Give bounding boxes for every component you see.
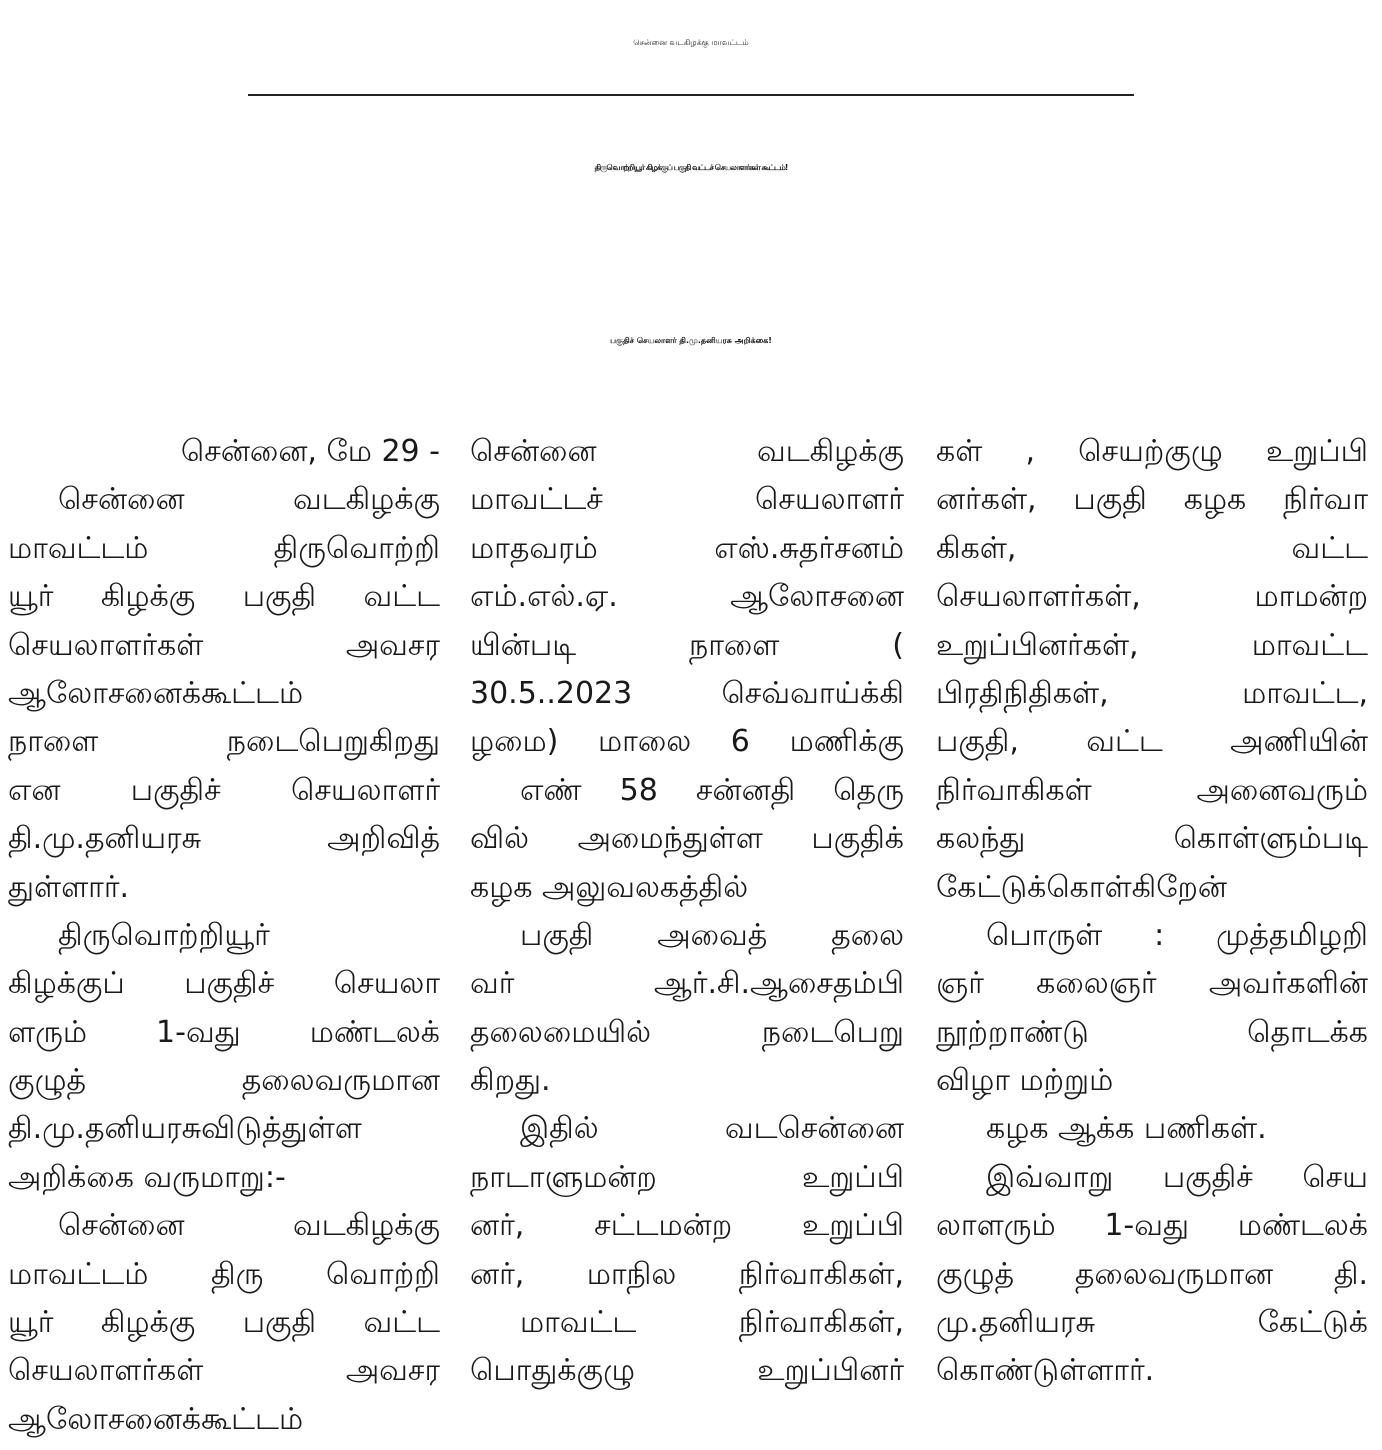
- text-line: எம்.எல்.ஏ. ஆலோசனை: [470, 579, 904, 615]
- text-line: லாளரும் 1-வது மண்டலக்: [936, 1208, 1368, 1244]
- text-line: விழா மற்றும்: [936, 1063, 1114, 1099]
- text-line: னர், மாநில நிர்வாகிகள்,: [470, 1256, 904, 1292]
- section-kicker: சென்னை வடகிழக்கு மாவட்டம்: [633, 38, 749, 47]
- text-line: மாவட்டம் திரு வொற்றி: [8, 1256, 440, 1292]
- text-line: யின்படி நாளை (: [470, 627, 904, 663]
- article-column-2: [470, 428, 904, 1443]
- text-line: தலைமையில் நடைபெறு: [470, 1014, 904, 1050]
- article-column-3: [936, 428, 1368, 1443]
- text-line: பிரதிநிதிகள், மாவட்ட,: [936, 675, 1368, 711]
- article-headline: திருவொற்றியூர் கிழக்குப் பகுதி வட்டச் செயலாளர்கள் கூட்டம்!: [594, 163, 788, 172]
- text-line: துள்ளார்.: [8, 869, 130, 905]
- text-line: என பகுதிச் செயலாளர்: [8, 772, 440, 808]
- text-line: தி.மு.தனியரசு அறிவித்: [8, 821, 440, 857]
- text-line: பொதுக்குழு உறுப்பினர்: [470, 1353, 904, 1389]
- text-line: சென்னை வடகிழக்கு: [470, 434, 904, 469]
- text-line: சென்னை வடகிழக்கு: [58, 482, 440, 518]
- kicker-divider: [248, 94, 1134, 96]
- text-line: மு.தனியரசு கேட்டுக்: [936, 1305, 1368, 1341]
- text-line: சென்னை வடகிழக்கு: [58, 1208, 440, 1244]
- text-line: மாதவரம் எஸ்.சுதர்சனம்: [470, 530, 904, 566]
- text-line: ஆலோசனைக்கூட்டம்: [8, 1401, 304, 1437]
- text-line: னர், சட்டமன்ற உறுப்பி: [470, 1208, 904, 1244]
- text-line: உறுப்பினர்கள், மாவட்ட: [936, 627, 1368, 663]
- text-line: எண் 58 சன்னதி தெரு: [520, 772, 904, 808]
- text-line: மாவட்ட நிர்வாகிகள்,: [520, 1305, 904, 1341]
- text-line: யூர் கிழக்கு பகுதி வட்ட: [8, 579, 440, 615]
- text-line: மாவட்டம் திருவொற்றி: [8, 530, 440, 566]
- text-line: திருவொற்றியூர்: [58, 917, 270, 953]
- text-line: வர் ஆர்.சி.ஆசைதம்பி: [470, 966, 904, 1002]
- text-line: குழுத் தலைவருமான தி.: [936, 1256, 1368, 1292]
- text-line: நாளை நடைபெறுகிறது: [8, 724, 440, 760]
- text-line: பகுதி, வட்ட அணியின்: [936, 724, 1368, 760]
- text-line: கழக அலுவலகத்தில்: [470, 869, 749, 905]
- text-line: கிறது.: [470, 1063, 551, 1099]
- text-line: நூற்றாண்டு தொடக்க: [936, 1014, 1368, 1050]
- text-line: செயலாளர்கள் அவசர: [8, 627, 440, 663]
- text-line: கிகள், வட்ட: [936, 530, 1368, 566]
- text-line: செயலாளர்கள், மாமன்ற: [936, 579, 1368, 615]
- text-line: அறிக்கை வருமாறு:-: [8, 1159, 286, 1195]
- text-line: யூர் கிழக்கு பகுதி வட்ட: [8, 1305, 440, 1341]
- text-line: ஆலோசனைக்கூட்டம்: [8, 675, 304, 711]
- text-line: ளரும் 1-வது மண்டலக்: [8, 1014, 440, 1050]
- text-line: நிர்வாகிகள் அனைவரும்: [936, 772, 1368, 808]
- text-line: கழக ஆக்க பணிகள்.: [986, 1111, 1267, 1147]
- text-line: கேட்டுக்கொள்கிறேன்: [936, 869, 1228, 905]
- text-line: மாவட்டச் செயலாளர்: [470, 482, 904, 518]
- text-line: கிழக்குப் பகுதிச் செயலா: [8, 966, 440, 1002]
- dateline: சென்னை, மே 29 -: [180, 434, 440, 469]
- text-line: நாடாளுமன்ற உறுப்பி: [470, 1159, 904, 1195]
- text-line: பொருள் : முத்தமிழறி: [986, 917, 1368, 953]
- text-line: தி.மு.தனியரசுவிடுத்துள்ள: [8, 1111, 362, 1147]
- text-line: 30.5..2023 செவ்வாய்க்கி: [470, 675, 904, 711]
- text-line: செயலாளர்கள் அவசர: [8, 1353, 440, 1389]
- text-line: கள் , செயற்குழு உறுப்பி: [936, 434, 1368, 469]
- text-line: இதில் வடசென்னை: [520, 1111, 904, 1147]
- text-line: ழமை) மாலை 6 மணிக்கு: [470, 724, 904, 760]
- text-line: இவ்வாறு பகுதிச் செய: [986, 1159, 1368, 1195]
- text-line: கலந்து கொள்ளும்படி: [936, 821, 1368, 857]
- text-line: குழுத் தலைவருமான: [8, 1063, 440, 1099]
- article-column-1: [8, 428, 440, 1443]
- text-line: ஞர் கலைஞர் அவர்களின்: [936, 966, 1368, 1002]
- text-line: னர்கள், பகுதி கழக நிர்வா: [936, 482, 1368, 518]
- text-line: வில் அமைந்துள்ள பகுதிக்: [470, 821, 904, 857]
- text-line: கொண்டுள்ளார்.: [936, 1353, 1155, 1389]
- article-subheadline: பகுதிச் செயலாளர் தி.மு.தனியரசு அறிக்கை!: [610, 336, 772, 345]
- text-line: பகுதி அவைத் தலை: [520, 917, 904, 953]
